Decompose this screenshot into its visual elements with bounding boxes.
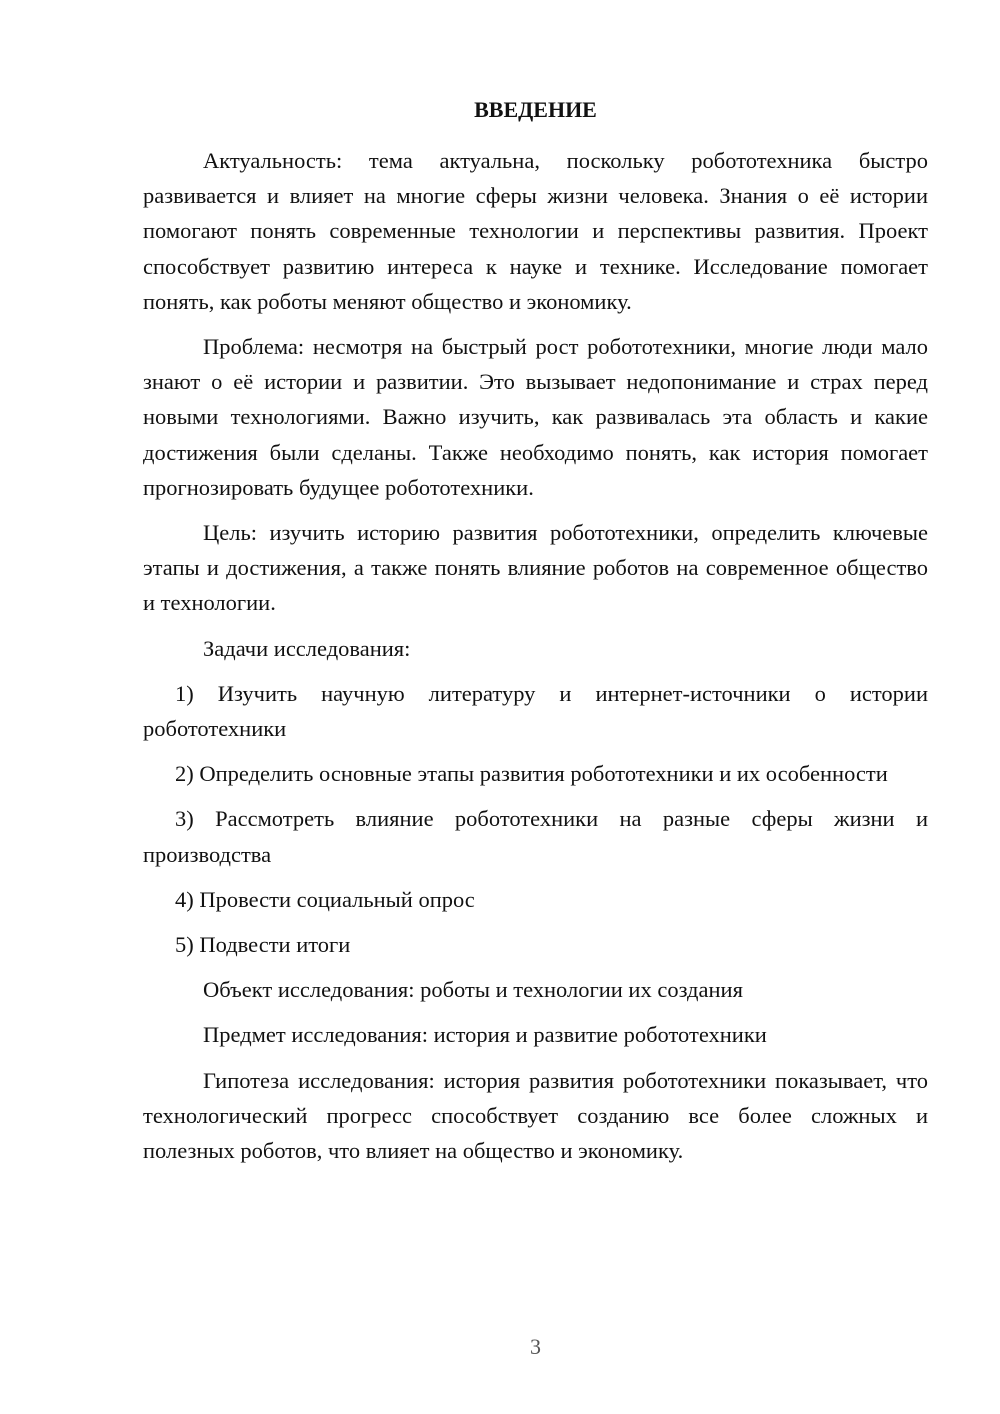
goal-paragraph: Цель: изучить историю развития робототехники, определить ключевые этапы и достижения, а также понять влияние роботов на современное общество и технологии. <box>143 520 928 616</box>
tasks-heading: Задачи исследования: <box>203 635 411 661</box>
problem-paragraph: Проблема: несмотря на быстрый рост робототехники, многие люди мало знают о её истории и развитии. Это вызывает недопонимание и страх перед новыми технологиями. Важно изучить, как развивалась эта область и какие достижения были сделаны. Также необходимо понять, как история помогает прогнозировать будущее робототехники. <box>143 334 928 500</box>
subject-paragraph: Предмет исследования: история и развитие робототехники <box>203 1022 767 1048</box>
relevance-paragraph: Актуальность: тема актуальна, поскольку робототехника быстро развивается и влияет на многие сферы жизни человека. Знания о её истории помогают понять современные технологии и перспективы развития. Проект способствует развитию интереса к науке и технике. Исследование помогает понять, как роботы меняют общество и экономику. <box>143 148 928 314</box>
page-title: ВВЕДЕНИЕ <box>474 97 597 122</box>
task-item: 1) Изучить научную литературу и интернет-источники о истории робототехники <box>143 680 928 742</box>
object-paragraph: Объект исследования: роботы и технологии их создания <box>203 977 743 1003</box>
hypothesis-paragraph: Гипотеза исследования: история развития робототехники показывает, что технологический прогресс способствует созданию все более сложных и полезных роботов, что влияет на общество и экономику. <box>143 1067 928 1164</box>
task-item: 3) Рассмотреть влияние робототехники на разные сферы жизни и производства <box>143 806 928 867</box>
document-page <box>143 0 928 1414</box>
task-item: 4) Провести социальный опрос <box>175 886 475 912</box>
task-item: 5) Подвести итоги <box>175 932 351 958</box>
document-body <box>143 143 928 1178</box>
page-number: 3 <box>530 1334 541 1359</box>
task-item: 2) Определить основные этапы развития робототехники и их особенности <box>175 761 888 787</box>
